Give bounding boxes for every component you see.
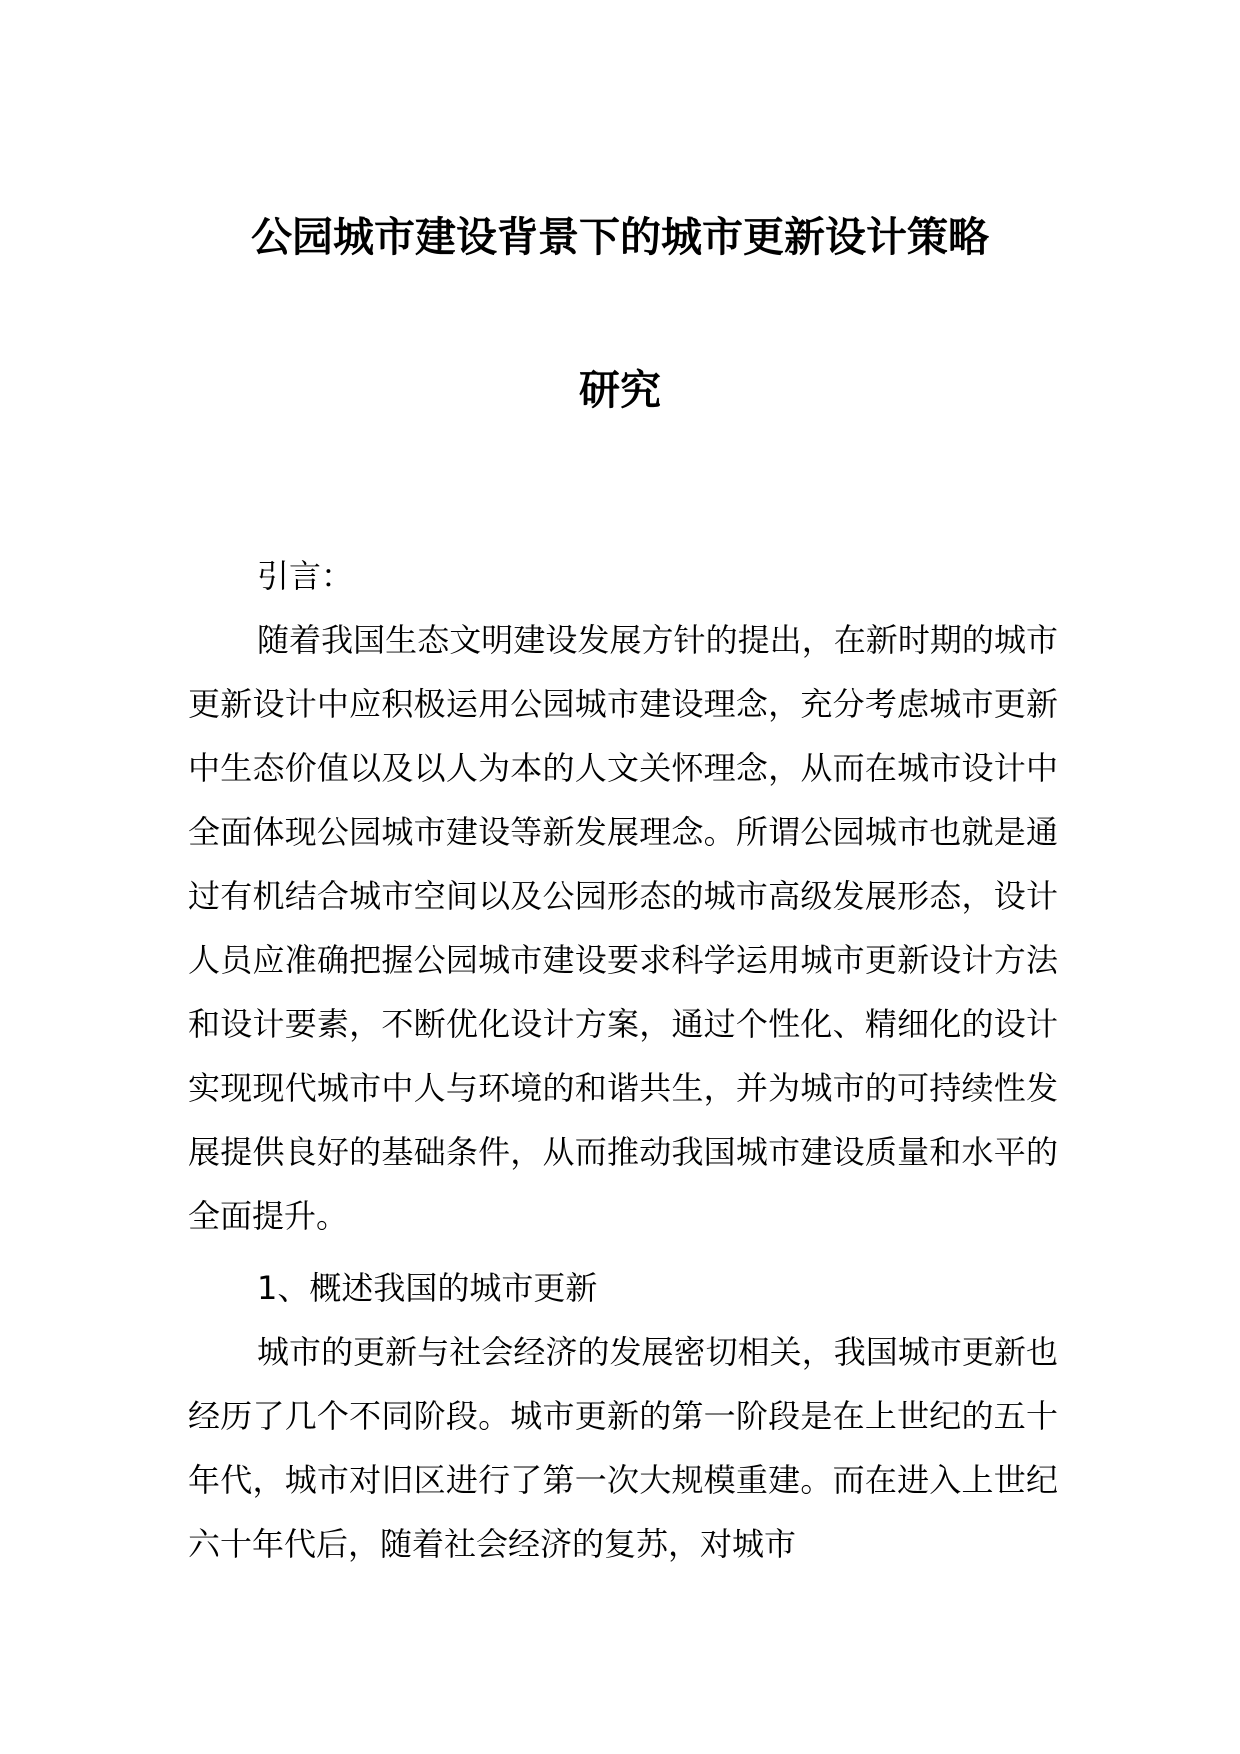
intro-paragraph: 随着我国生态文明建设发展方针的提出，在新时期的城市更新设计中应积极运用公园城市建设理念，充分考虑城市更新中生态价值以及以人为本的人文关怀理念，从而在城市设计中全面体现公园城市建设等新发展理念。所谓公园城市也就是通过有机结合城市空间以及公园形态的城市高级发展形态，设计人员应准确把握公园城市建设要求科学运用城市更新设计方法和设计要素，不断优化设计方案，通过个性化、精细化的设计实现现代城市中人与环境的和谐共生，并为城市的可持续性发展提供良好的基础条件，从而推动我国城市建设质量和水平的全面提升。 (188, 621, 1058, 1235)
document-title-line-1: 公园城市建设背景下的城市更新设计策略 (251, 213, 989, 261)
section-1-paragraph: 城市的更新与社会经济的发展密切相关，我国城市更新也经历了几个不同阶段。城市更新的第一阶段是在上世纪的五十年代，城市对旧区进行了第一次大规模重建。而在进入上世纪六十年代后，随着社会经济的复苏，对城市 (188, 1333, 1058, 1563)
document-title-line-2: 研究 (579, 366, 661, 414)
intro-label: 引言： (257, 557, 354, 595)
section-1-heading: 1、概述我国的城市更新 (257, 1269, 598, 1307)
